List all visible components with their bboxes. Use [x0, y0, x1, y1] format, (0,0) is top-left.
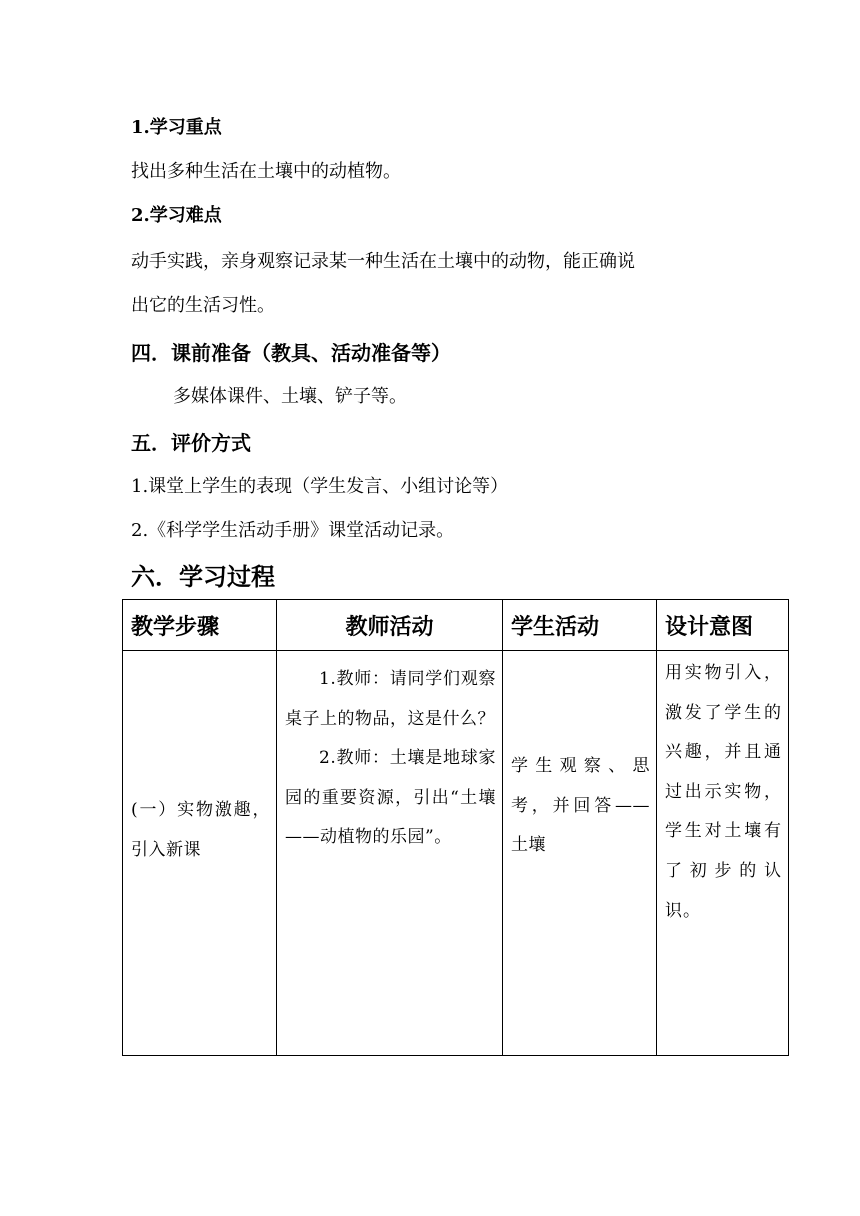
teaching-step-text: (一）实物激趣，引入新课: [131, 800, 270, 860]
cell-student-activity: [503, 651, 657, 1056]
cell-teacher-activity: [277, 651, 503, 1056]
learning-difficulty-text-line1: 动手实践，亲身观察记录某一种生活在土壤中的动物，能正确说: [131, 251, 635, 272]
learning-process-heading: 六．学习过程: [131, 562, 275, 591]
teacher-activity-paragraph-2: 2.教师：土壤是地球家园的重要资源，引出“土壤——动植物的乐园”。: [285, 748, 496, 848]
cell-teaching-step: [123, 651, 277, 1056]
learning-difficulty-text-line2: 出它的生活习性。: [131, 295, 275, 316]
preparation-heading: 四．课前准备（教具、活动准备等）: [131, 341, 451, 365]
student-activity-text: 学生观察、思考，并回答——土壤: [511, 756, 650, 856]
teacher-activity-paragraph-1: 1.教师：请同学们观察桌子上的物品，这是什么？: [285, 669, 496, 729]
evaluation-heading: 五．评价方式: [131, 431, 251, 455]
cell-design-intent: [657, 651, 789, 1056]
table-header-row: [123, 600, 789, 651]
design-intent-text: 用实物引入，激发了学生的兴趣，并且通过出示实物，学生对土壤有了初步的认识。: [665, 663, 782, 921]
header-teaching-step: 教学步骤: [123, 600, 277, 651]
learning-process-table: [122, 599, 789, 1056]
table-row: [123, 651, 789, 1056]
evaluation-item-2: 2.《科学学生活动手册》课堂活动记录。: [131, 520, 455, 541]
header-student-activity: 学生活动: [503, 600, 657, 651]
learning-focus-heading: 1.学习重点: [131, 117, 222, 138]
learning-focus-text: 找出多种生活在土壤中的动植物。: [131, 161, 401, 182]
evaluation-item-1: 1.课堂上学生的表现（学生发言、小组讨论等）: [131, 476, 509, 497]
header-design-intent: 设计意图: [657, 600, 789, 651]
preparation-text: 多媒体课件、土壤、铲子等。: [173, 386, 407, 407]
learning-difficulty-heading: 2.学习难点: [131, 205, 222, 226]
header-teacher-activity: 教师活动: [277, 600, 503, 651]
